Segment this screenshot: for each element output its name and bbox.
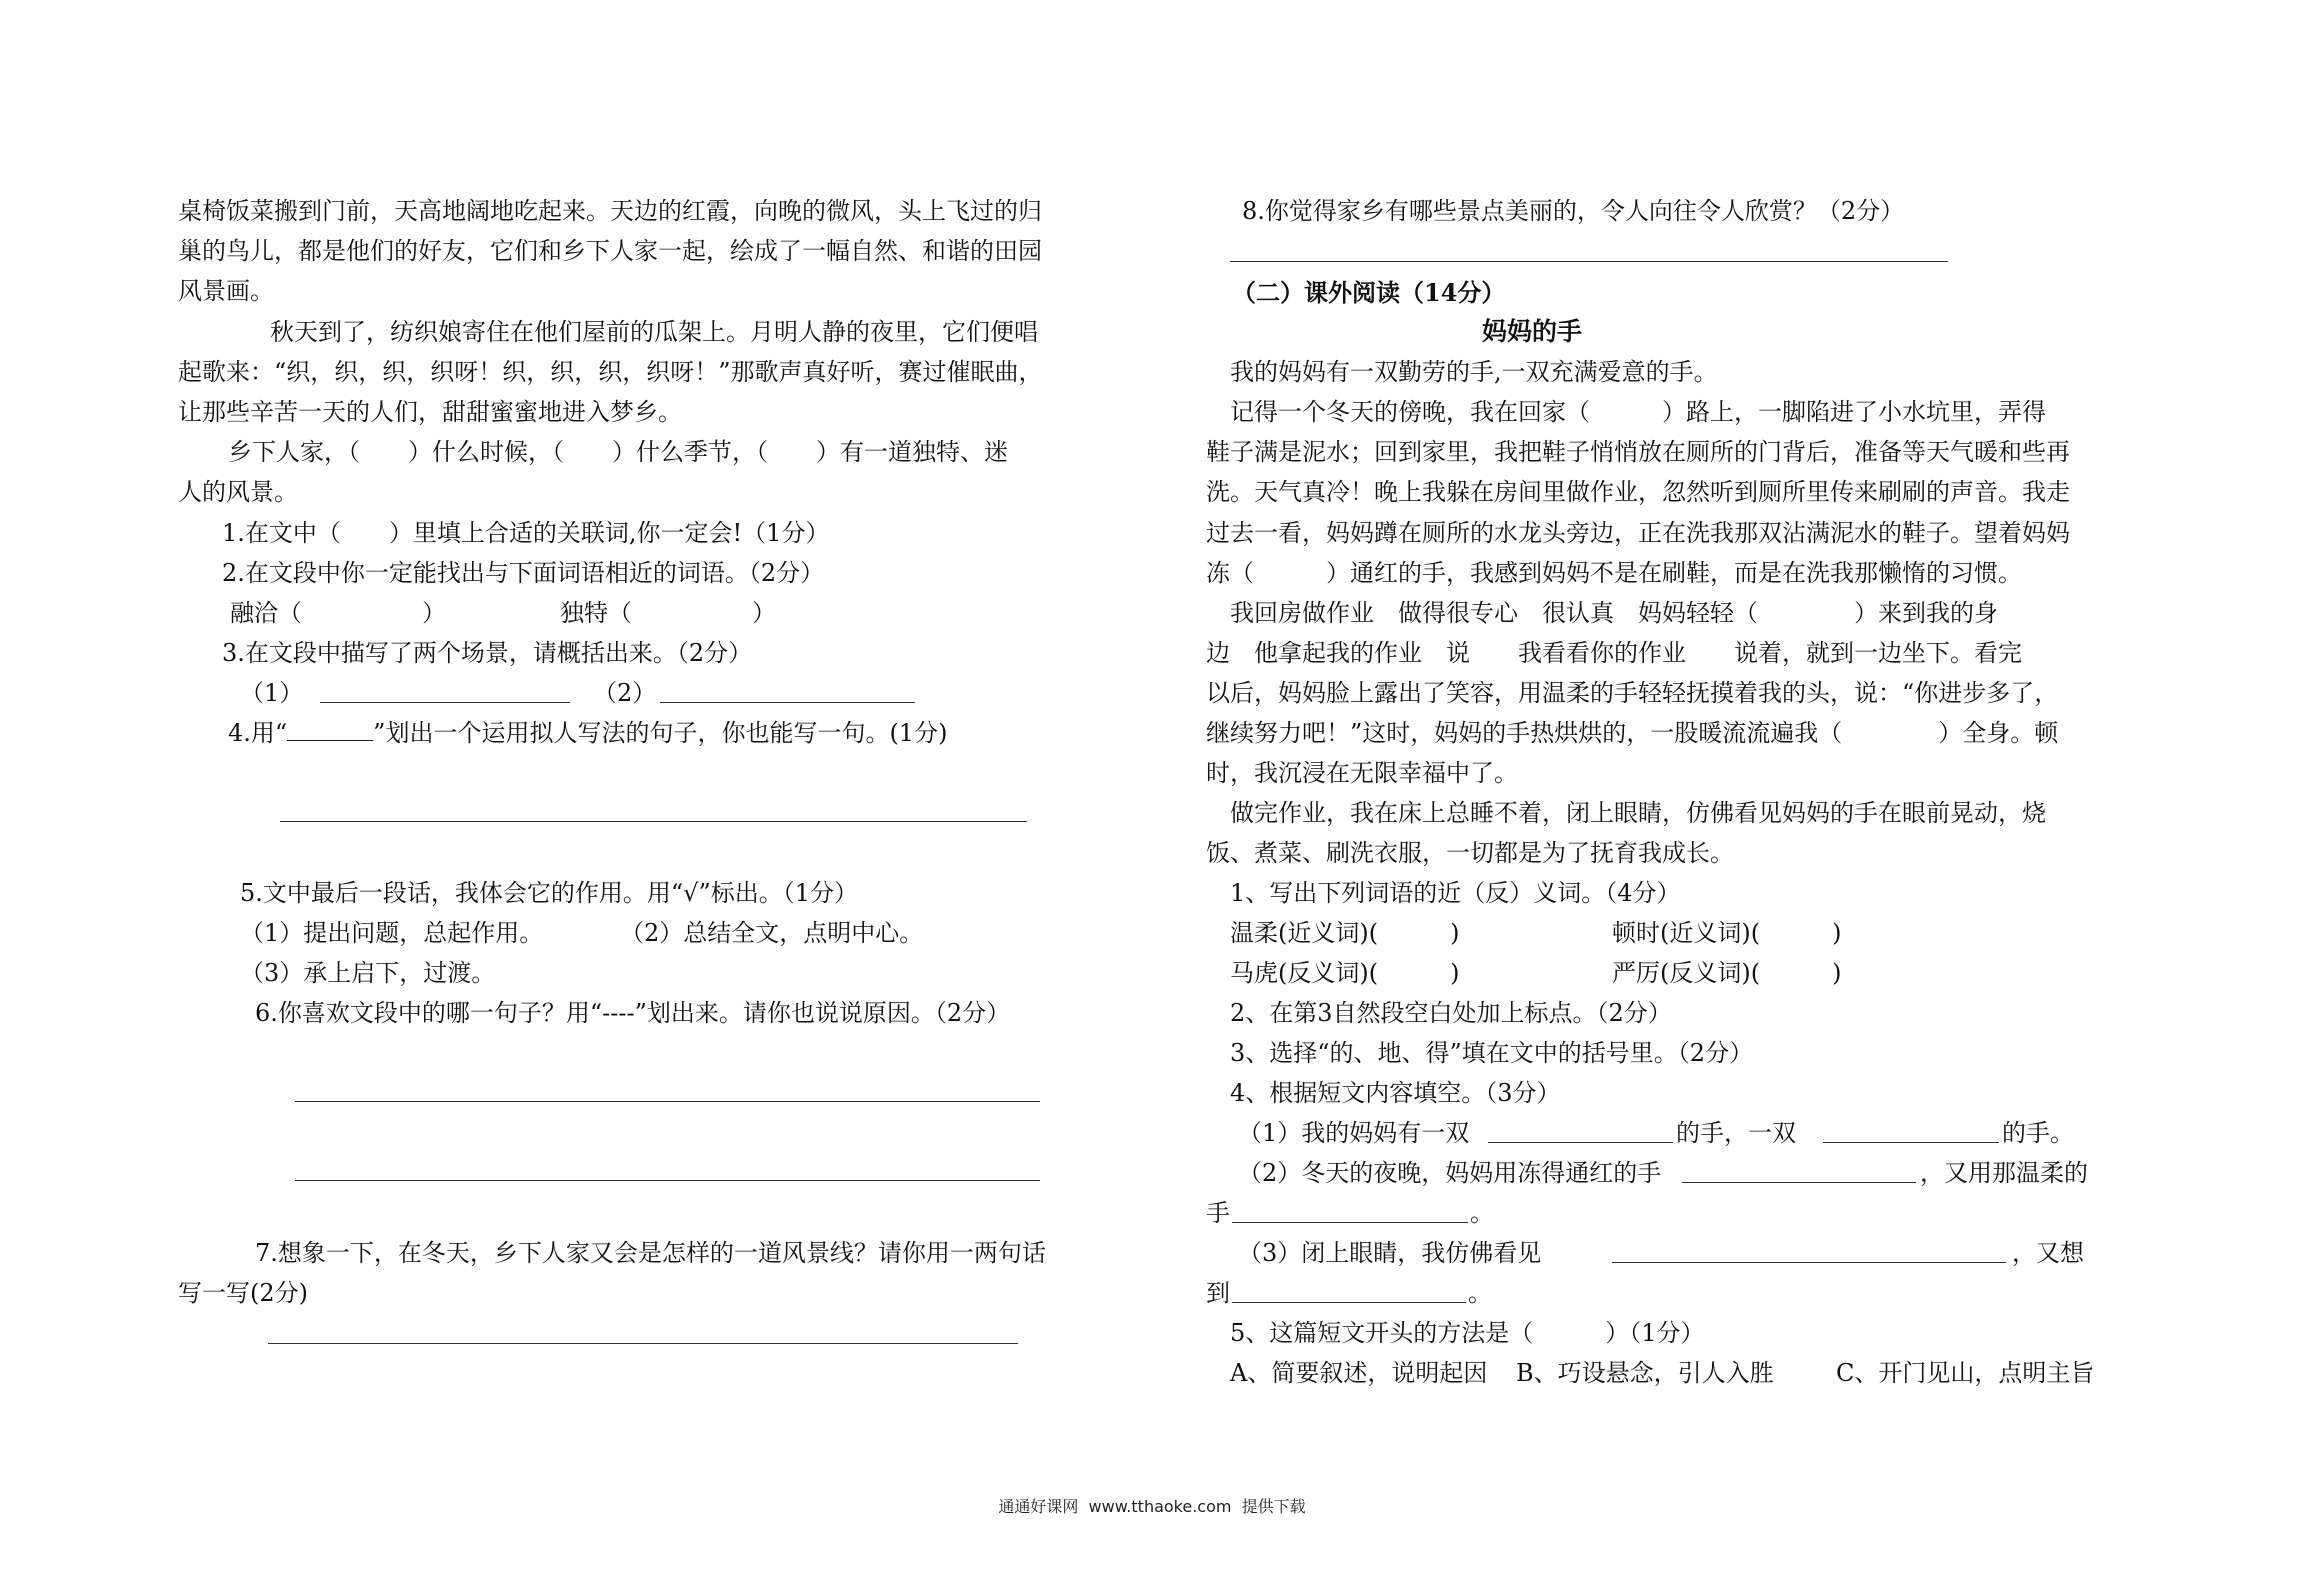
passage-line: 巢的鸟儿，都是他们的好友，它们和乡下人家一起，绘成了一幅自然、和谐的田园 bbox=[178, 237, 1042, 265]
answer-line[interactable] bbox=[660, 702, 915, 703]
question-r2: 2、在第3自然段空白处加上标点。（2分） bbox=[1230, 999, 1672, 1027]
q4-fill-1-mid: 的手，一双 bbox=[1676, 1119, 1796, 1147]
question-4: 4.用“ ”划出一个运用拟人写法的句子，你也能写一句。(1分) bbox=[228, 719, 948, 747]
question-5: 5.文中最后一段话，我体会它的作用。用“√”标出。（1分） bbox=[240, 879, 858, 907]
article-line: 记得一个冬天的傍晚，我在回家（ ）路上，一脚陷进了小水坑里，弄得 bbox=[1230, 398, 2046, 426]
q4-fill-2-mid: ，又用那温柔的 bbox=[1920, 1159, 2088, 1187]
passage-line: 乡下人家，（ ）什么时候，（ ）什么季节，（ ）有一道独特、迷 bbox=[228, 438, 1008, 466]
q4-fill-2: （2）冬天的夜晚，妈妈用冻得通红的手 bbox=[1238, 1159, 1662, 1187]
q4-fill-3-end: 。 bbox=[1468, 1279, 1492, 1307]
q2-item-dute: 独特（ ） bbox=[560, 599, 776, 627]
q5-option-c[interactable]: C、开门见山，点明主旨 bbox=[1836, 1359, 2095, 1387]
question-r5: 5、这篇短文开头的方法是（ ）（1分） bbox=[1230, 1319, 1705, 1347]
answer-line[interactable] bbox=[1232, 1302, 1466, 1303]
question-1: 1.在文中（ ）里填上合适的关联词,你一定会!（1分） bbox=[222, 519, 830, 547]
answer-line[interactable] bbox=[1488, 1142, 1673, 1143]
article-line: 时，我沉浸在无限幸福中了。 bbox=[1206, 759, 1518, 787]
q5-option-b[interactable]: B、巧设悬念，引人入胜 bbox=[1516, 1359, 1774, 1387]
q4-fill-3-mid: ，又想 bbox=[2012, 1239, 2084, 1267]
question-r3: 3、选择“的、地、得”填在文中的括号里。（2分） bbox=[1230, 1039, 1754, 1067]
passage-line: 风景画。 bbox=[178, 277, 274, 305]
question-6: 6.你喜欢文段中的哪一句子？用“----”划出来。请你也说说原因。（2分） bbox=[255, 999, 1011, 1027]
passage-line: 桌椅饭菜搬到门前，天高地阔地吃起来。天边的红霞，向晚的微风，头上飞过的归 bbox=[178, 197, 1042, 225]
q1-item-mahu: 马虎(反义词)( ) bbox=[1230, 959, 1460, 987]
q5-option-1[interactable]: （1）提出问题，总起作用。 bbox=[240, 919, 544, 947]
answer-line[interactable] bbox=[1682, 1182, 1916, 1183]
article-line: 我回房做作业 做得很专心 很认真 妈妈轻轻（ ）来到我的身 bbox=[1230, 599, 1998, 627]
answer-line[interactable] bbox=[280, 821, 1027, 822]
q1-item-dunshi: 顿时(近义词)( ) bbox=[1612, 919, 1842, 947]
question-7-cont: 写一写(2分) bbox=[178, 1279, 308, 1307]
question-r1: 1、写出下列词语的近（反）义词。（4分） bbox=[1230, 879, 1681, 907]
passage-line: 起歌来：“织，织，织，织呀！织，织，织，织呀！”那歌声真好听，赛过催眠曲， bbox=[178, 358, 1043, 386]
question-7: 7.想象一下，在冬天，乡下人家又会是怎样的一道风景线？请你用一两句话 bbox=[255, 1239, 1046, 1267]
q3-item-1: （1） bbox=[240, 679, 304, 707]
q1-item-wenrou: 温柔(近义词)( ) bbox=[1230, 919, 1460, 947]
answer-line[interactable] bbox=[1232, 1222, 1468, 1223]
passage-line: 让那些辛苦一天的人们，甜甜蜜蜜地进入梦乡。 bbox=[178, 398, 682, 426]
q5-option-a[interactable]: A、简要叙述，说明起因 bbox=[1230, 1359, 1488, 1387]
answer-line[interactable] bbox=[295, 1101, 1040, 1102]
question-3: 3.在文段中描写了两个场景，请概括出来。（2分） bbox=[222, 639, 753, 667]
q1-item-yanli: 严厉(反义词)( ) bbox=[1612, 959, 1842, 987]
answer-line[interactable] bbox=[1823, 1142, 1999, 1143]
article-line: 鞋子满是泥水；回到家里，我把鞋子悄悄放在厕所的门背后，准备等天气暖和些再 bbox=[1206, 438, 2070, 466]
q5-option-2[interactable]: （2）总结全文，点明中心。 bbox=[620, 919, 924, 947]
article-line: 洗。天气真冷！晚上我躲在房间里做作业，忽然听到厕所里传来刷刷的声音。我走 bbox=[1206, 478, 2070, 506]
q4-fill-3: （3）闭上眼睛，我仿佛看见 bbox=[1238, 1239, 1542, 1267]
q2-item-rongqia: 融洽（ ） bbox=[230, 599, 446, 627]
answer-line[interactable] bbox=[295, 1180, 1040, 1181]
q4-fill-2-end: 。 bbox=[1470, 1199, 1494, 1227]
article-line: 冻（ ）通红的手，我感到妈妈不是在刷鞋，而是在洗我那懒惰的习惯。 bbox=[1206, 559, 2022, 587]
answer-line[interactable] bbox=[268, 1343, 1018, 1344]
q3-item-2: （2） bbox=[593, 679, 657, 707]
article-title: 妈妈的手 bbox=[1482, 317, 1583, 346]
answer-line[interactable] bbox=[1612, 1262, 2006, 1263]
answer-line[interactable] bbox=[320, 702, 570, 703]
q5-option-3[interactable]: （3）承上启下，过渡。 bbox=[240, 959, 496, 987]
question-2: 2.在文段中你一定能找出与下面词语相近的词语。（2分） bbox=[222, 559, 825, 587]
question-8: 8.你觉得家乡有哪些景点美丽的，令人向往令人欣赏？（2分） bbox=[1242, 197, 1905, 225]
article-line: 做完作业，我在床上总睡不着，闭上眼睛，仿佛看见妈妈的手在眼前晃动，烧 bbox=[1230, 799, 2046, 827]
answer-line[interactable] bbox=[1230, 261, 1948, 262]
q4-fill-1: （1）我的妈妈有一双 bbox=[1238, 1119, 1470, 1147]
page-footer: 通通好课网 www.tthaoke.com 提供下载 bbox=[998, 1497, 1306, 1516]
underline-mark bbox=[287, 718, 373, 741]
question-r4: 4、根据短文内容填空。（3分） bbox=[1230, 1079, 1561, 1107]
passage-line: 秋天到了，纺织娘寄住在他们屋前的瓜架上。月明人静的夜里，它们便唱 bbox=[270, 318, 1038, 346]
section-heading: （二）课外阅读（14分） bbox=[1232, 278, 1506, 307]
q4-fill-1-end: 的手。 bbox=[2002, 1119, 2074, 1147]
article-para-1: 我的妈妈有一双勤劳的手,一双充满爱意的手。 bbox=[1230, 358, 1718, 386]
q4-fill-2-hand: 手 bbox=[1206, 1199, 1230, 1227]
article-line: 过去一看，妈妈蹲在厕所的水龙头旁边，正在洗我那双沾满泥水的鞋子。望着妈妈 bbox=[1206, 519, 2070, 547]
q4-fill-3-to: 到 bbox=[1206, 1279, 1230, 1307]
passage-line: 人的风景。 bbox=[178, 478, 298, 506]
article-line: 边 他拿起我的作业 说 我看看你的作业 说着，就到一边坐下。看完 bbox=[1206, 639, 2022, 667]
article-line: 继续努力吧！”这时，妈妈的手热烘烘的，一股暖流流遍我（ ）全身。顿 bbox=[1206, 719, 2059, 747]
article-line: 以后，妈妈脸上露出了笑容，用温柔的手轻轻抚摸着我的头，说：“你进步多了， bbox=[1206, 679, 2059, 707]
article-line: 饭、煮菜、刷洗衣服，一切都是为了抚育我成长。 bbox=[1206, 839, 1734, 867]
